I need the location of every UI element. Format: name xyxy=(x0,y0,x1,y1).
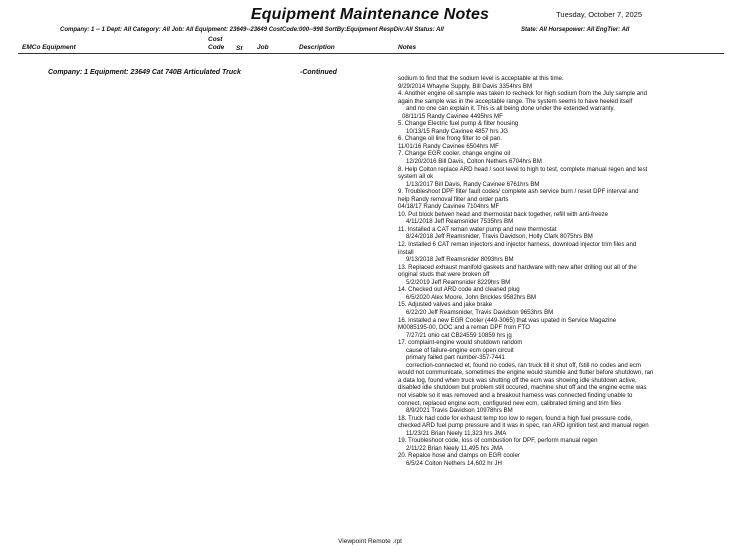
equipment-group-title: Company: 1 Equipment: 23649 Cat 740B Articulated Truck xyxy=(48,69,241,76)
note-line: 14. Checked out ARD code and cleaned plug xyxy=(398,286,520,294)
note-line: 5/2/2019 Jeff Reamsnider 8229hrs BM xyxy=(406,278,511,286)
note-line: 12/20/2016 Bill Davis, Colton Nethers 6704hrs BM xyxy=(406,158,542,166)
note-line: 11/23/21 Brian Neely 11,323 hrs JMA xyxy=(406,429,507,437)
note-line: 16. Installed a new EGR Cooler (449-3065) that was upated in Service Magazine xyxy=(398,316,617,324)
report-date: Tuesday, October 7, 2025 xyxy=(556,10,642,19)
note-line: help Randy removal filter and order parts xyxy=(398,195,509,203)
note-line: correction-connected et, found no codes, ran truck till it shut off, fstill no codes and ecm xyxy=(406,361,641,369)
note-line: 20. Repalce hose and clamps on EGR cooler xyxy=(398,452,520,460)
note-line: system all ok xyxy=(398,173,434,181)
note-line: install xyxy=(398,248,414,256)
note-line: 6/5/24 Colton Nethers 14,602 hr JH xyxy=(406,459,502,467)
notes-block xyxy=(398,75,724,467)
column-header-notes: Notes xyxy=(398,44,417,51)
note-line: 8/24/2018 Jeff Reamsnider, Travis Davidson, Holly Clark 8075hrs BM xyxy=(406,233,593,241)
note-line: 4/11/2018 Jeff Reamsnider 7535hrs BM xyxy=(406,218,514,226)
note-line: 18. Truck had code for exhaust temp too low to regen, found a high fuel pressure code, xyxy=(398,414,633,422)
note-line: 11/01/16 Randy Cavinee 6504hrs MF xyxy=(398,142,499,150)
note-line: checked ARD fuel pump pressure and it was in spec, ran ARD ignition test and manual regen xyxy=(398,422,649,430)
note-line: 5. Change Electric fuel pump & filter housing xyxy=(398,120,519,128)
note-line: primary failed part number-357-7441 xyxy=(406,354,505,362)
note-line: 9/29/2014 Whayne Supply, Bill Davis 3354hrs BM xyxy=(398,82,533,90)
note-line: 04/18/17 Randy Cavinee 7104hrs MF xyxy=(398,203,500,211)
report-filters: Company: 1 -- 1 Dept: All Category: All Job: All Equipment: 23649--23649 CostCode:000--998 SortBy:Equipment RespDiv:All Status: All xyxy=(60,27,444,33)
continued-label: -Continued xyxy=(300,69,337,76)
note-line: 12. Installed 6 CAT reman injectors and injector harness, download injector trim files and xyxy=(398,241,637,249)
note-line: would not communicate, sometimes the engine would stumble and flutter before shutdown, ran xyxy=(398,369,654,377)
note-line: 6/22/20 Jeff Reamsnider, Travis Davidson 9653hrs BM xyxy=(406,308,554,316)
column-header-cost: Cost xyxy=(208,36,223,43)
note-line: cause of failure-engine ecm open circuit xyxy=(406,346,514,354)
column-header-st: St xyxy=(236,45,243,52)
note-line: 1/13/2017 Bill Davis, Randy Cavinee 6761hrs BM xyxy=(406,180,540,188)
note-line: 6. Change oil line frong filter to oil pan. xyxy=(398,135,502,143)
note-line: 13. Replaced exhaust manifold gaskets and hardware with new after drilling out all of the xyxy=(398,263,637,271)
note-line: disabled idle shutdown but problem still occured, machine shut off and the engine ecme was xyxy=(398,384,647,392)
note-line: connect, replaced engine ecm, configured new ecm, calibrated timing and trim files xyxy=(398,399,622,407)
report-title: Equipment Maintenance Notes xyxy=(250,6,490,23)
report-footer: Viewpoint Remote .rpt xyxy=(338,538,402,545)
report-filters-extra: State: All Horsepower: All EngTier: All xyxy=(521,27,630,33)
note-line: sodium to find that the sodium level is acceptable at this time. xyxy=(398,75,564,82)
column-header-emco-equipment: EMCo Equipment xyxy=(22,44,76,51)
note-line: 7. Change EGR cooler, change engine oil xyxy=(398,150,511,158)
note-line: a data log, found when truck was shutting off the ecm was showing idle shutdown active, xyxy=(398,376,637,384)
note-line: and no one can explain it. This is all being done under the extended warranty. xyxy=(406,105,615,113)
note-line: M0085195-00, DOC and a reman DPF from FTO xyxy=(398,324,530,332)
note-line: 08/11/15 Randy Cavinee 4495hrs MF xyxy=(402,112,503,120)
note-line: 8. Help Colton replace ARD head / soot level to high to test, complete manual regen and test xyxy=(398,165,648,173)
note-line: not visable so it was removed and a breakout harness was connected finding unable to xyxy=(398,391,633,399)
note-line: 8/9/2021 Travis Davidson 10978hrs BM xyxy=(406,407,513,415)
note-line: 2/11/22 Brian Neely 11,495 hrs JMA xyxy=(406,444,503,452)
column-header-code: Code xyxy=(208,44,225,51)
note-line: 4. Another engine oil sample was taken to recheck for high sodium from the July sample and xyxy=(398,90,647,98)
column-header-description: Description xyxy=(299,44,335,51)
note-line: 15. Adjusted valves and jake brake xyxy=(398,301,493,309)
note-line: 9. Troubleshoot DPF filter fault codes/ complete ash service burn / reset DPF interval and xyxy=(398,188,639,196)
note-line: 10/13/15 Randy Cavinee 4857 hrs JG xyxy=(406,127,508,135)
note-line: 7/27/21 ohio cat CB24559 10859 hrs jg xyxy=(406,331,512,339)
header-divider xyxy=(18,53,724,54)
note-line: 19. Troubleshoot code, loss of combustion for DPF, perform manual regen xyxy=(398,437,598,445)
column-header-job: Job xyxy=(257,44,269,51)
note-line: 11. Installed a CAT reman water pump and new thermostat xyxy=(398,225,557,233)
note-line: again the sample was in the acceptable range. The system seems to have heeled itself xyxy=(398,97,633,105)
note-line: 17. complaint-engine would shutdown random xyxy=(398,339,523,347)
note-line: original studs that were broken off xyxy=(398,271,490,279)
note-line: 9/13/2018 Jeff Reamsnider 8093hrs BM xyxy=(406,256,514,264)
note-line: 6/5/2020 Alex Moore, John Brickles 9582hrs BM xyxy=(406,293,537,301)
note-line: 10. Put block betwen head and thermostat back together, refill with anti-freeze xyxy=(398,210,609,218)
